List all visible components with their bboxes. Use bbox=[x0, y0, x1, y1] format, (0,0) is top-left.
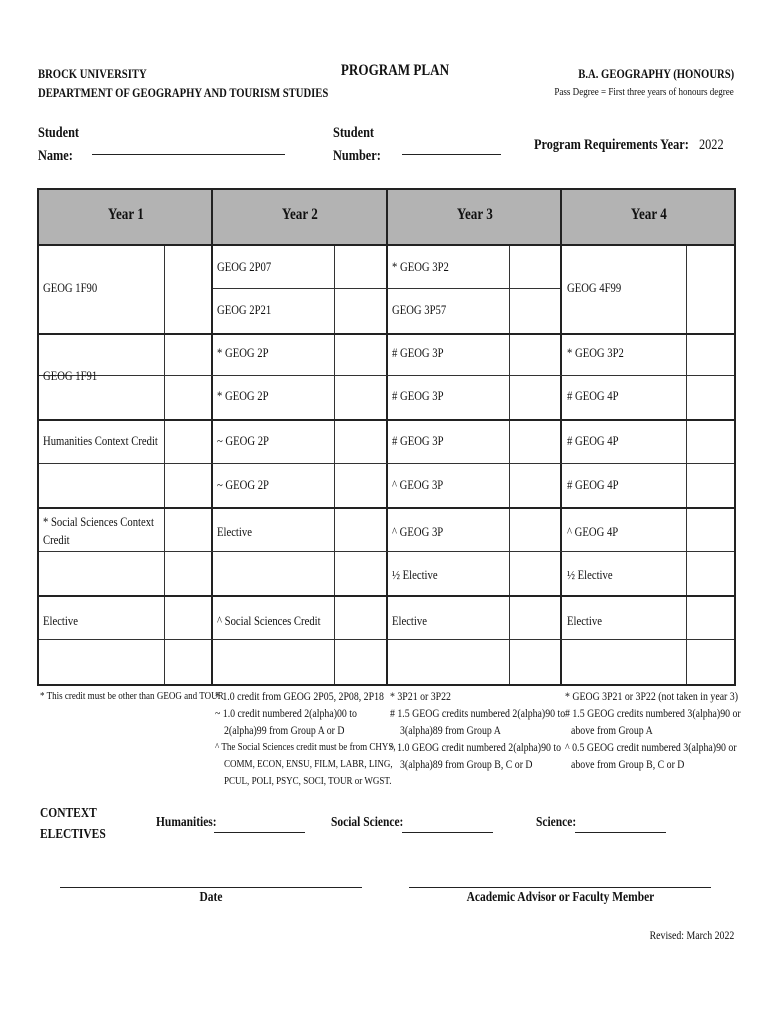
group-separator bbox=[39, 507, 734, 509]
header-year-1: Year 1 bbox=[108, 206, 144, 223]
requirements-year-value: 2022 bbox=[699, 137, 724, 153]
course-cell: Elective bbox=[392, 613, 427, 628]
course-cell: GEOG 1F91 bbox=[43, 368, 98, 383]
course-cell: ½ Elective bbox=[567, 567, 613, 582]
student-name-field[interactable] bbox=[92, 154, 285, 155]
course-cell: GEOG 3P57 bbox=[392, 302, 447, 317]
course-cell: ^ Social Sciences Credit bbox=[217, 613, 321, 628]
notes-year-1: * This credit must be other than GEOG and TOUR bbox=[40, 690, 224, 702]
student-number-label: Student Number: bbox=[333, 125, 381, 164]
course-cell: GEOG 2P07 bbox=[217, 259, 272, 274]
course-cell: ~ GEOG 2P bbox=[217, 477, 269, 492]
course-cell: GEOG 1F90 bbox=[43, 280, 98, 295]
group-separator bbox=[39, 419, 734, 421]
course-cell: ^ GEOG 3P bbox=[392, 524, 444, 539]
course-cell: Humanities Context Credit bbox=[43, 433, 158, 448]
humanities-label: Humanities: bbox=[156, 815, 217, 830]
course-cell: GEOG 2P21 bbox=[217, 302, 272, 317]
course-cell: * GEOG 2P bbox=[217, 388, 269, 403]
column-divider bbox=[560, 190, 562, 684]
grade-column-divider bbox=[164, 246, 165, 684]
row-separator bbox=[39, 463, 734, 464]
date-label: Date bbox=[199, 890, 223, 905]
science-field[interactable] bbox=[575, 832, 666, 833]
advisor-label: Academic Advisor or Faculty Member bbox=[466, 890, 654, 905]
program-plan-grid bbox=[37, 188, 736, 686]
row-separator bbox=[213, 288, 560, 289]
group-separator bbox=[39, 333, 734, 335]
row-separator bbox=[39, 551, 734, 552]
course-cell: GEOG 4F99 bbox=[567, 280, 622, 295]
humanities-field[interactable] bbox=[214, 832, 305, 833]
header-year-3: Year 3 bbox=[457, 206, 493, 223]
header-year-2: Year 2 bbox=[282, 206, 318, 223]
course-cell: * Social Sciences Context Credit bbox=[43, 514, 155, 547]
student-name-label: Student Name: bbox=[38, 125, 80, 164]
department-name: DEPARTMENT OF GEOGRAPHY AND TOURISM STUDIES bbox=[38, 85, 329, 100]
page-title: PROGRAM PLAN bbox=[340, 62, 450, 79]
course-cell: Elective bbox=[567, 613, 602, 628]
course-cell: * GEOG 2P bbox=[217, 345, 269, 360]
course-cell: * GEOG 3P2 bbox=[392, 259, 449, 274]
course-cell: # GEOG 3P bbox=[392, 388, 444, 403]
course-cell: ½ Elective bbox=[392, 567, 438, 582]
science-label: Science: bbox=[536, 815, 577, 830]
column-divider bbox=[386, 190, 388, 684]
revised-date: Revised: March 2022 bbox=[649, 928, 734, 942]
requirements-year-label: Program Requirements Year: bbox=[534, 137, 689, 153]
course-cell: Elective bbox=[43, 613, 78, 628]
date-signature-line[interactable] bbox=[60, 887, 362, 888]
notes-year-4: * GEOG 3P21 or 3P22 (not taken in year 3) # 1.5 GEOG credits numbered 3(alpha)90 or above from Group A ^ 0.5 GEOG credit numbered 3(alpha)90 or above from Group B, C or D bbox=[565, 689, 741, 771]
degree-name: B.A. GEOGRAPHY (HONOURS) bbox=[578, 66, 734, 81]
course-cell: # GEOG 4P bbox=[567, 477, 619, 492]
column-divider bbox=[211, 190, 213, 684]
degree-note: Pass Degree = First three years of honours degree bbox=[554, 86, 734, 98]
social-science-field[interactable] bbox=[402, 832, 493, 833]
social-science-label: Social Science: bbox=[331, 815, 404, 830]
grade-column-divider bbox=[686, 246, 687, 684]
course-cell: # GEOG 4P bbox=[567, 388, 619, 403]
university-name: BROCK UNIVERSITY bbox=[38, 66, 147, 81]
grade-column-divider bbox=[509, 246, 510, 684]
course-cell: # GEOG 3P bbox=[392, 433, 444, 448]
course-cell: ^ GEOG 4P bbox=[567, 524, 619, 539]
advisor-signature-line[interactable] bbox=[409, 887, 711, 888]
course-cell: ~ GEOG 2P bbox=[217, 433, 269, 448]
notes-year-3: * 3P21 or 3P22 # 1.5 GEOG credits numbered 2(alpha)90 to 3(alpha)89 from Group A ^ 1.0 GEOG credit numbered 2(alpha)90 to 3(alpha)89 from Group B, C or D bbox=[390, 689, 566, 771]
context-electives-label: CONTEXT ELECTIVES bbox=[40, 806, 106, 842]
row-separator bbox=[39, 375, 734, 376]
course-cell: # GEOG 3P bbox=[392, 345, 444, 360]
row-separator bbox=[39, 639, 734, 640]
course-cell: ^ GEOG 3P bbox=[392, 477, 444, 492]
course-cell: Elective bbox=[217, 524, 252, 539]
group-separator bbox=[39, 595, 734, 597]
header-year-4: Year 4 bbox=[631, 206, 667, 223]
notes-year-2: * 1.0 credit from GEOG 2P05, 2P08, 2P18 ~ 1.0 credit numbered 2(alpha)00 to 2(alpha)99 from Group A or D ^ The Social Sciences credit must be from CHYS, COMM, ECON, ENSU, FILM, LABR, LING, PCUL, POLI, PSYC, SOCI, TOUR or WGST. bbox=[215, 689, 396, 787]
degree-heading bbox=[515, 64, 734, 102]
course-cell: # GEOG 4P bbox=[567, 433, 619, 448]
student-number-field[interactable] bbox=[402, 154, 501, 155]
course-cell: * GEOG 3P2 bbox=[567, 345, 624, 360]
